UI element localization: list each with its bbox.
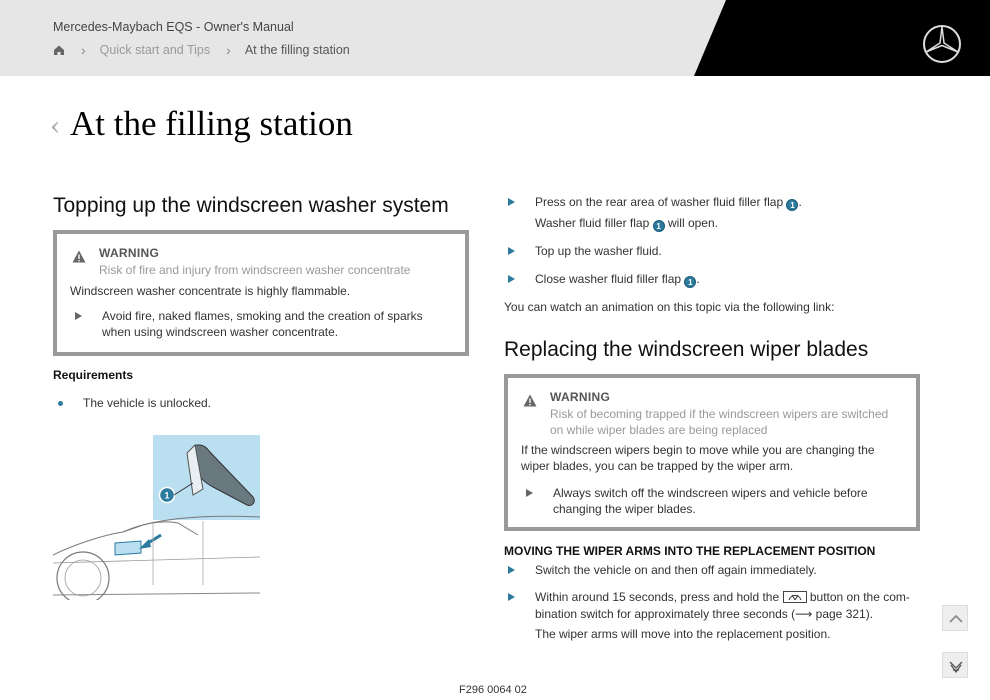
wiper-subheading: MOVING THE WIPER ARMS INTO THE REPLACEMENT POSITION: [504, 544, 876, 558]
back-chevron-icon[interactable]: ‹: [50, 112, 61, 142]
warning-text-line1: If the windscreen wipers begin to move while you are changing the: [521, 443, 875, 457]
chevron-right-icon: ›: [81, 42, 86, 58]
callout-number-icon: 1: [684, 276, 696, 288]
step-arrow-icon: [75, 312, 82, 320]
step-arrow-icon: [508, 275, 515, 283]
step-end: .: [798, 195, 802, 209]
wiper-step-2-line2: bination switch for approximately three seconds (⟶ page 321).: [535, 607, 874, 621]
washer-step-1-text: Press on the rear area of washer fluid filler flap: [535, 195, 784, 209]
breadcrumb-current: At the filling station: [244, 43, 350, 57]
figure-callout: 1: [164, 490, 170, 501]
washer-step-3-text: Close washer fluid filler flap: [535, 272, 682, 286]
step-arrow-icon: [508, 247, 515, 255]
wiper-warning-box: [504, 374, 920, 531]
warning-step-line1: Always switch off the windscreen wipers and vehicle before: [553, 486, 868, 500]
home-icon[interactable]: [53, 44, 65, 56]
scroll-to-top-button[interactable]: [942, 605, 968, 631]
washer-warning-box: [53, 230, 469, 356]
warning-step-line1: Avoid fire, naked flames, smoking and the creation of sparks: [102, 309, 423, 323]
animation-note: You can watch an animation on this topic via the following link:: [504, 300, 835, 314]
requirement-item: The vehicle is unlocked.: [83, 396, 212, 410]
wiper-step-2-text-a: Within around 15 seconds, press and hold the: [535, 590, 780, 604]
warning-triangle-icon: [72, 250, 86, 263]
warning-text-line2: wiper blades, you can be trapped by the wiper arm.: [521, 459, 794, 473]
wiper-step-2-result: The wiper arms will move into the replacement position.: [535, 627, 831, 641]
wiper-step-1: Switch the vehicle on and then off again immediately.: [535, 563, 817, 577]
step-arrow-icon: [526, 489, 533, 497]
bullet-dot: [58, 401, 63, 406]
breadcrumb-link-quick-start[interactable]: Quick start and Tips: [99, 43, 211, 57]
step-arrow-icon: [508, 198, 515, 206]
warning-title: WARNING: [550, 390, 611, 404]
assistant-button[interactable]: [942, 652, 968, 678]
chevron-right-icon: ›: [226, 42, 231, 58]
page-title: At the filling station: [70, 104, 353, 143]
wiper-button-icon: [783, 591, 807, 603]
washer-step-2: Top up the washer fluid.: [535, 244, 662, 258]
warning-text: Windscreen washer concentrate is highly flammable.: [70, 284, 351, 298]
figure-caption: F296 0064 02: [459, 684, 527, 696]
warning-step-line2: changing the wiper blades.: [553, 502, 696, 516]
warning-subtitle-line2: on while wiper blades are being replaced: [550, 423, 768, 437]
warning-step-line2: when using windscreen washer concentrate.: [102, 325, 339, 339]
wiper-step-2-text-b: button on the com-: [809, 590, 910, 604]
mercedes-star-logo[interactable]: [922, 24, 962, 64]
requirements-label: Requirements: [53, 368, 134, 382]
step-arrow-icon: [508, 593, 515, 601]
washer-step-1: [535, 194, 802, 211]
washer-step-3: [535, 271, 700, 288]
warning-subtitle: Risk of fire and injury from windscreen washer concentrate: [99, 263, 411, 277]
callout-number-icon: 1: [653, 220, 665, 232]
chevron-up-icon: [943, 606, 969, 632]
wiper-step-2: [535, 589, 910, 605]
step-arrow-icon: [508, 566, 515, 574]
breadcrumb: [53, 42, 350, 58]
wiper-heading: Replacing the windscreen wiper blades: [504, 338, 869, 361]
result-end: will open.: [667, 216, 718, 230]
mercedes-assistant-icon: [943, 653, 969, 679]
warning-subtitle-line1: Risk of becoming trapped if the windscreen wipers are switched: [550, 407, 889, 421]
washer-step-1-result: [535, 215, 718, 232]
warning-title: WARNING: [99, 246, 160, 260]
header-bar: [0, 0, 990, 76]
step-end: .: [696, 272, 700, 286]
warning-triangle-icon: [523, 394, 537, 407]
washer-filler-flap-illustration: [53, 435, 261, 600]
result-text: Washer fluid filler flap: [535, 216, 650, 230]
callout-number-icon: 1: [786, 199, 798, 211]
manual-title: Mercedes-Maybach EQS - Owner's Manual: [53, 20, 294, 34]
washer-heading: Topping up the windscreen washer system: [53, 194, 449, 217]
